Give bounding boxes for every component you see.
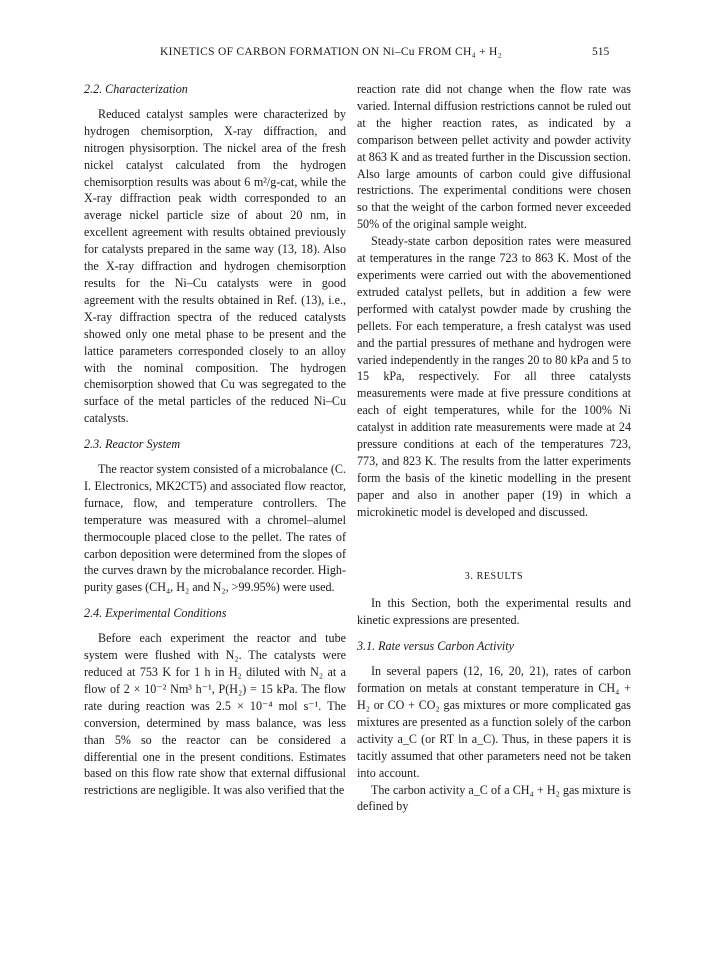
- section-2-3-paragraph: The reactor system consisted of a microbalance (C. I. Electronics, MK2CT5) and associated flow reactor, furnace, flow, and temperature controllers. The temperature was measured with a chromel–alumel thermocouple placed close to the pellet. The rates of carbon deposition were determined from the slopes of the curves drawn by the microbalance recorder. High-purity gases (CH₄, H₂ and N₂, >99.95%) were used.: [84, 462, 346, 595]
- section-2-3-heading: 2.3. Reactor System: [84, 437, 181, 452]
- page-number: 515: [592, 46, 610, 58]
- section-3-paragraph: In this Section, both the experimental results and kinetic expressions are presented.: [357, 596, 631, 628]
- page-header: [0, 42, 715, 62]
- section-2-2-paragraph: Reduced catalyst samples were characterized by hydrogen chemisorption, X-ray diffraction, and nitrogen physisorption. The nickel area of the fresh nickel catalyst calculated from the hydrogen chemisorption results was about 6 m²/g-cat, while the X-ray diffraction peak width corresponded to an average nickel particle size of about 20 nm, in excellent agreement with results obtained previously for catalysts prepared in the same way (13, 18). Also the X-ray diffraction and hydrogen chemisorption results for the Ni–Cu catalysts were in good agreement with the results obtained in Ref. (13), i.e., X-ray diffraction spectra of the reduced catalysts showed only one metal phase to be present and the lattice parameters corresponded closely to an alloy with the nominal composition. The hydrogen chemisorption showed that Cu was segregated to the surface of the metal particles of the reduced Ni–Cu catalysts.: [84, 106, 346, 426]
- steady-state-paragraph: Steady-state carbon deposition rates were measured at temperatures in the range 723 to 863 K. Most of the experiments were carried out with the abovementioned extruded catalyst pellets, but in addition a few were performed with catalyst powder made by crushing the pellets. For each temperature, a fresh catalyst was used and the partial pressures of methane and hydrogen were varied independently in the ranges 20 to 80 kPa and 5 to 15 kPa, respectively. For all three catalysts measurements were made at five pressure conditions at each of eight temperatures, while for the 100% Ni catalyst in addition rate measurements were made at 24 pressure conditions at each of the temperatures 723, 773, and 823 K. The results from the latter experiments form the basis of the kinetic modelling in the present paper and also in another paper (19) in which a microkinetic model is developed and discussed.: [357, 234, 631, 519]
- spacer: [357, 629, 631, 638]
- section-2-4-paragraph: Before each experiment the reactor and tube system were flushed with N₂. The catalysts were reduced at 753 K for 1 h in H₂ diluted with N₂ at a flow of 2 × 10⁻² Nm³ h⁻¹, P(H₂) = 15 kPa. The flow rate during reaction was 2.5 × 10⁻⁴ mol s⁻¹. The conversion, determined by mass balance, was less than 5% so the reactor can be considered a differential one in the present conditions. Estimates based on this flow rate show that external diffusional restrictions are negligible. It was also verified that the: [84, 631, 346, 798]
- spacer: [84, 596, 346, 605]
- spacer: [84, 427, 346, 436]
- continued-paragraph: reaction rate did not change when the flow rate was varied. Internal diffusion restrictions cannot be ruled out at the higher reaction rates, as indicated by a comparison between pellet activity and powder activity at 863 K and as treated further in the Discussion section. Also large amounts of carbon could give diffusional restrictions. The experimental conditions were chosen so that the weight of the carbon formed never exceeded 50% of the original sample weight.: [357, 82, 631, 232]
- right-column: [357, 81, 631, 815]
- running-title: KINETICS OF CARBON FORMATION ON Ni–Cu FROM CH₄ + H₂: [160, 46, 502, 58]
- section-2-2-heading: 2.2. Characterization: [84, 82, 188, 96]
- section-2-4-heading: 2.4. Experimental Conditions: [84, 606, 227, 621]
- carbon-activity-paragraph: The carbon activity a_C of a CH₄ + H₂ gas mixture is defined by: [357, 782, 631, 814]
- section-3-1-heading: 3.1. Rate versus Carbon Activity: [357, 639, 514, 654]
- left-column: [84, 81, 346, 799]
- section-3-1-paragraph: In several papers (12, 16, 20, 21), rates of carbon formation on metals at constant temperature in CH₄ + H₂ or CO + CO₂ gas mixtures or more complicated gas mixtures are presented as a function solely of the carbon activity a_C (or RT ln a_C). Thus, in these papers it is tacitly assumed that other parameters need not be taken into account.: [357, 664, 631, 780]
- spacer: [357, 521, 631, 569]
- section-3-heading: 3. RESULTS: [464, 570, 524, 582]
